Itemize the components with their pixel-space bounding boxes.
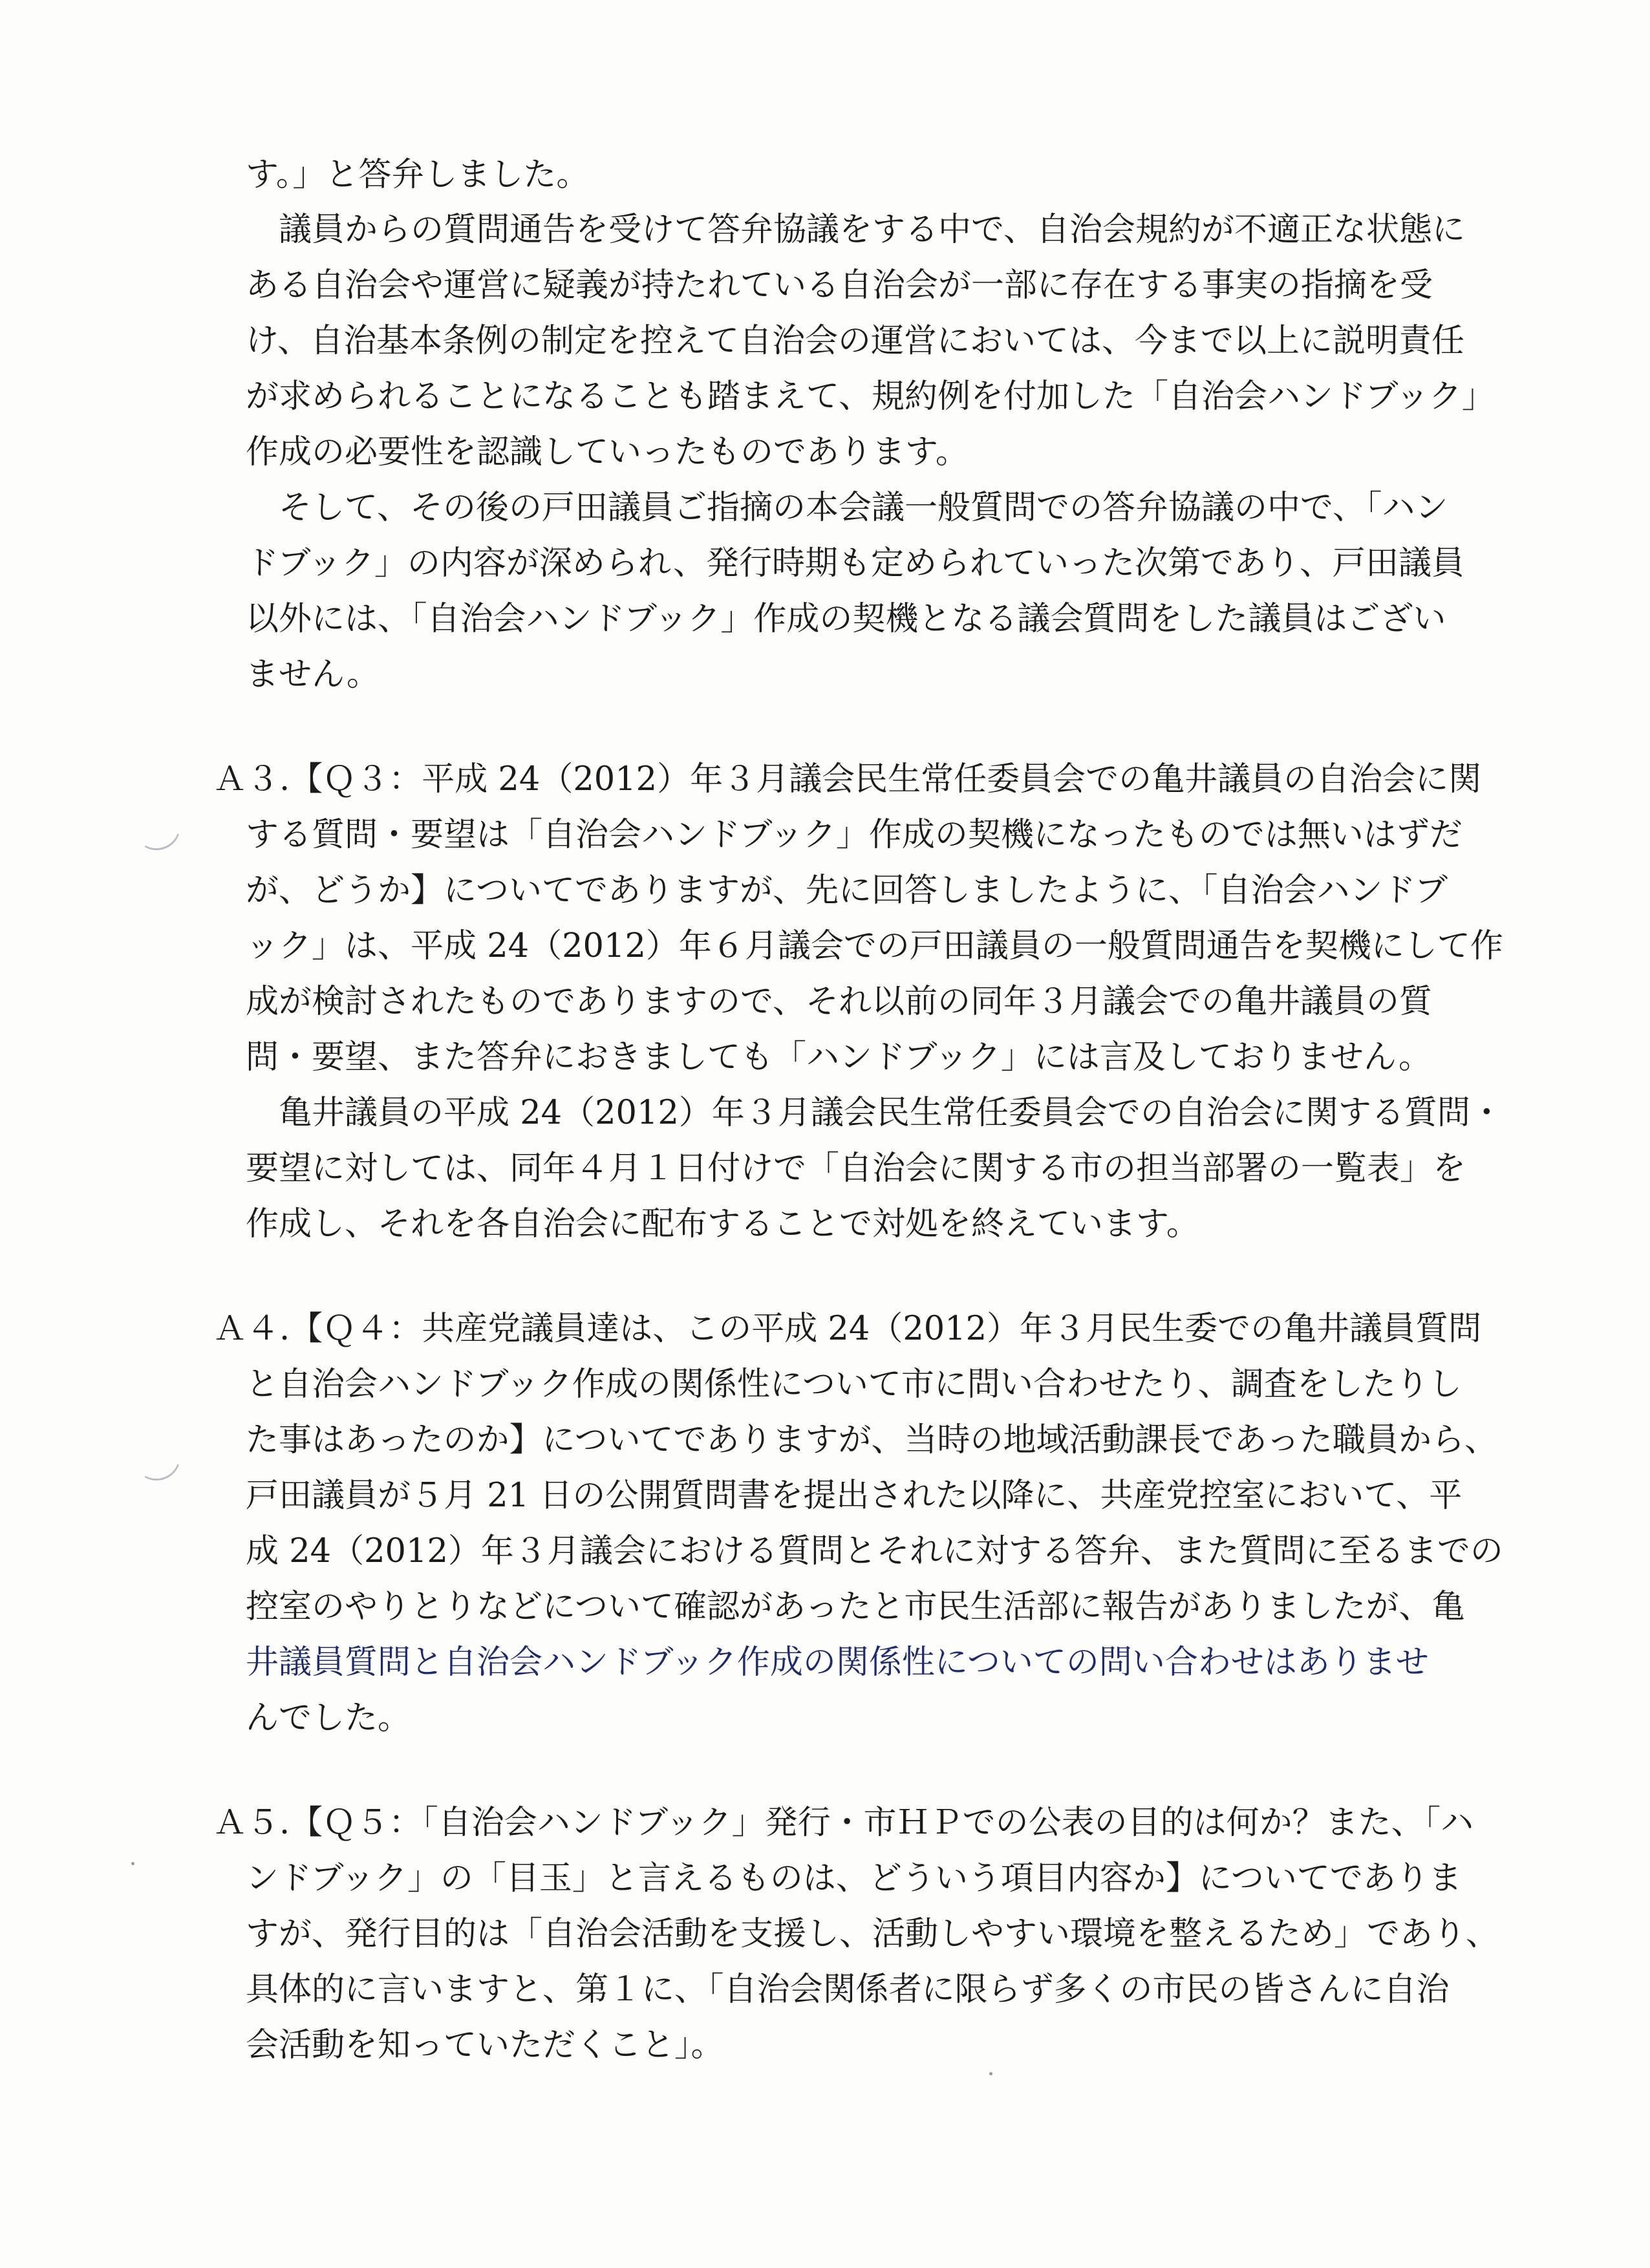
text-line: 具体的に言いますと、第１に、「自治会関係者に限らず多くの市民の皆さんに自治 [246, 1971, 1450, 2009]
text-line: 井議員質問と自治会ハンドブック作成の関係性についての問い合わせはありませ [246, 1643, 1429, 1682]
scan-speck [131, 1862, 134, 1865]
text-line: す。」と答弁しました。 [246, 156, 590, 194]
text-line: すが、発行目的は「自治会活動を支援し、活動しやすい環境を整えるため」であり、 [246, 1915, 1499, 1953]
answer-a4-heading: Ａ４.【Ｑ４：共産党議員達は、この平成 24（2012）年３月民生委での亀井議員質問 [213, 1310, 1482, 1348]
text-line: 亀井議員の平成 24（2012）年３月議会民生常任委員会での自治会に関する質問・ [246, 1094, 1503, 1132]
text-line: 以外には、「自治会ハンドブック」作成の契機となる議会質問をした議員はござい [246, 600, 1446, 638]
text-line: ある自治会や運営に疑義が持たれている自治会が一部に存在する事実の指摘を受 [246, 266, 1433, 305]
text-line: んでした。 [246, 1699, 411, 1737]
text-line: 控室のやりとりなどについて確認があったと市民生活部に報告がありましたが、亀 [246, 1588, 1465, 1626]
text-line: ンドブック」の「目玉」と言えるものは、どういう項目内容か】についてでありま [246, 1859, 1462, 1898]
scan-speck [989, 2072, 992, 2075]
punch-hole-mark [125, 1426, 187, 1488]
answer-a5-heading: Ａ５.【Ｑ５：「自治会ハンドブック」発行・市ＨＰでの公表の目的は何か？また、「ハ [213, 1804, 1474, 1842]
punch-hole-mark [125, 795, 187, 857]
text-line: 作成し、それを各自治会に配布することで対処を終えています。 [246, 1205, 1199, 1243]
text-line: が求められることになることも踏まえて、規約例を付加した「自治会ハンドブック」 [246, 378, 1495, 416]
text-line: 問・要望、また答弁におきましても「ハンドブック」には言及しておりません。 [246, 1038, 1431, 1076]
text-line: 要望に対しては、同年４月１日付けで「自治会に関する市の担当部署の一覧表」を [246, 1150, 1466, 1188]
text-line: そして、その後の戸田議員ご指摘の本会議一般質問での答弁協議の中で、「ハン [246, 489, 1448, 527]
text-line: 戸田議員が５月 21 日の公開質問書を提出された以降に、共産党控室において、平 [246, 1477, 1462, 1515]
text-line: と自治会ハンドブック作成の関係性について市に問い合わせたり、調査をしたりし [246, 1365, 1462, 1404]
text-line: 議員からの質問通告を受けて答弁協議をする中で、自治会規約が不適正な状態に [246, 211, 1465, 249]
text-line: 会活動を知っていただくこと」。 [246, 2026, 724, 2064]
text-line: ドブック」の内容が深められ、発行時期も定められていった次第であり、戸田議員 [246, 544, 1464, 583]
answer-a3-heading: Ａ３.【Ｑ３：平成 24（2012）年３月議会民生常任委員会での亀井議員の自治会に関 [213, 760, 1482, 798]
text-line: ック」は、平成 24（2012）年６月議会での戸田議員の一般質問通告を契機にして作 [246, 927, 1503, 965]
text-line: け、自治基本条例の制定を控えて自治会の運営においては、今まで以上に説明責任 [246, 322, 1464, 360]
text-line: が、どうか】についてでありますが、先に回答しましたように、「自治会ハンドブ [246, 872, 1448, 910]
text-line: 成が検討されたものでありますので、それ以前の同年３月議会での亀井議員の質 [246, 983, 1432, 1021]
text-line: 成 24（2012）年３月議会における質問とそれに対する答弁、また質問に至るまでの [246, 1532, 1503, 1570]
text-line: た事はあったのか】についてでありますが、当時の地域活動課長であった職員から、 [246, 1421, 1497, 1459]
text-line: ません。 [246, 656, 380, 694]
text-line: する質問・要望は「自治会ハンドブック」作成の契機になったものでは無いはずだ [246, 816, 1462, 854]
text-line: 作成の必要性を認識していったものであります。 [246, 433, 969, 471]
